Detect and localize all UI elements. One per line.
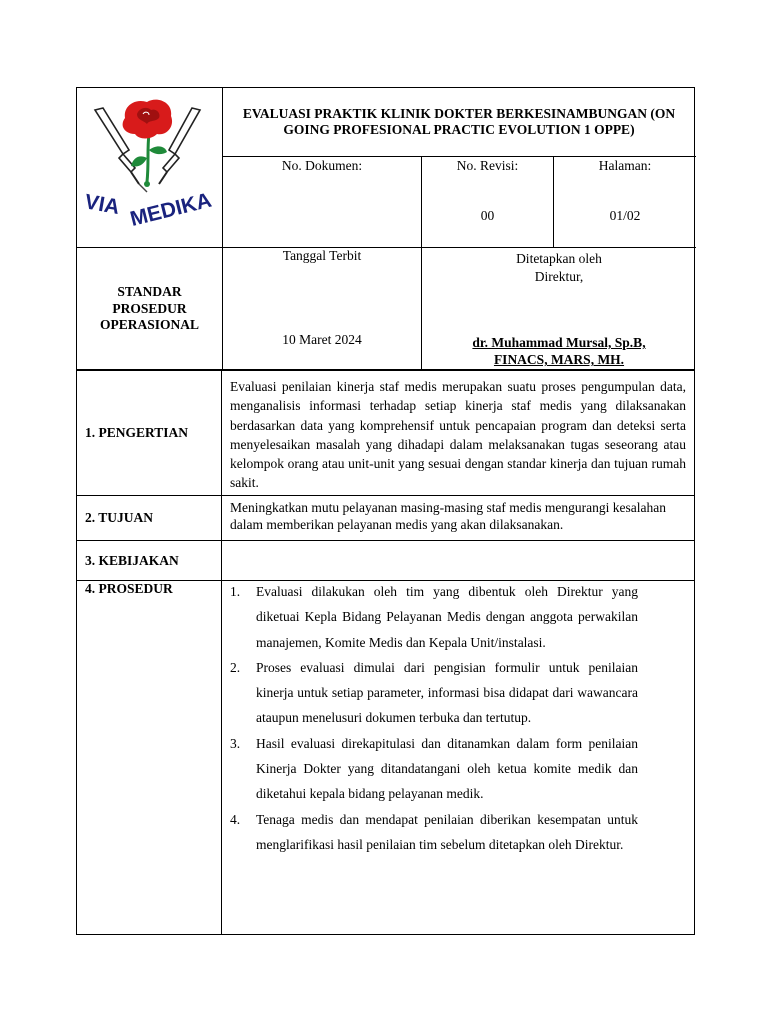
pengertian-label: 1. PENGERTIAN bbox=[77, 371, 222, 495]
prosedur-item-number: 3. bbox=[230, 735, 241, 751]
section-prosedur bbox=[76, 581, 695, 935]
halaman-value: 01/02 bbox=[609, 208, 641, 223]
signatory-line-2: FINACS, MARS, MH. bbox=[493, 352, 625, 367]
tanggal-terbit-value: 10 Maret 2024 bbox=[282, 332, 362, 347]
pengertian-text: Evaluasi penilaian kinerja staf medis merupakan suatu proses pengumpulan data, menganalisis informasi terhadap setiap kinerja staf medis yang dilaksanakan berdasarkan data yang komprehensif untuk pencapaian program dan deteksi serta menyelesaikan masalah yang dihadapi dalam melaksanakan tugas seseorang atau kelompok orang atau unit-unit yang sesuai dengan standar kinerja dan tujuan rumah sakit. bbox=[230, 379, 686, 491]
document-header bbox=[76, 87, 695, 370]
prosedur-item-number: 4. bbox=[230, 811, 241, 827]
sop-label: STANDAR PROSEDUR OPERASIONAL bbox=[99, 284, 199, 332]
halaman-label: Halaman: bbox=[598, 158, 652, 173]
svg-text:MEDIKA: MEDIKA bbox=[127, 188, 214, 232]
tujuan-text: Meningkatkan mutu pelayanan masing-masing staf medis mengurangi kesalahan dalam memberikan pelayanan medis yang akan dilaksanakan. bbox=[230, 500, 667, 532]
section-kebijakan bbox=[76, 541, 695, 581]
tujuan-label: 2. TUJUAN bbox=[77, 496, 222, 540]
section-tujuan bbox=[76, 496, 695, 541]
prosedur-item-text: Evaluasi dilakukan oleh tim yang dibentuk oleh Direktur yang diketuai Kepla Bidang Pelayanan Medis dengan anggota perwakilan manajemen, Komite Medis dan Kepala Unit/instalasi. bbox=[256, 584, 638, 650]
prosedur-content bbox=[222, 581, 694, 934]
prosedur-item-text: Tenaga medis dan mendapat penilaian diberikan kesempatan untuk menglarifikasi hasil penilaian tim sebelum ditetapkan oleh Direktur. bbox=[256, 811, 638, 852]
direktur-label: Direktur, bbox=[534, 269, 584, 284]
no-dokumen-label: No. Dokumen: bbox=[281, 158, 363, 173]
ditetapkan-label: Ditetapkan oleh bbox=[516, 251, 602, 266]
kebijakan-label: 3. KEBIJAKAN bbox=[77, 541, 222, 580]
section-pengertian bbox=[76, 370, 695, 496]
no-revisi-value: 00 bbox=[480, 208, 495, 223]
prosedur-item bbox=[230, 655, 638, 731]
prosedur-item bbox=[230, 807, 638, 858]
hospital-logo bbox=[77, 88, 222, 247]
prosedur-list bbox=[230, 579, 686, 857]
prosedur-item-number: 2. bbox=[230, 659, 241, 675]
rose-logo-icon bbox=[77, 88, 222, 247]
prosedur-label: 4. PROSEDUR bbox=[77, 581, 222, 934]
prosedur-item-text: Hasil evaluasi direkapitulasi dan ditanamkan dalam form penilaian Kinerja Dokter yang ditandatangani oleh ketua komite medik dan diketahui kepala bidang pelayanan medik. bbox=[256, 735, 638, 802]
prosedur-item bbox=[230, 579, 638, 655]
no-revisi-label: No. Revisi: bbox=[456, 158, 519, 173]
prosedur-item-text: Proses evaluasi dimulai dari pengisian formulir untuk penilaian kinerja untuk setiap parameter, informasi bisa didapat dari wawancara ataupun menelusuri dokumen terbuka dan tertutup. bbox=[256, 659, 638, 726]
signatory-line-1: dr. Muhammad Mursal, Sp.B, bbox=[472, 335, 646, 350]
svg-text:VIA: VIA bbox=[82, 190, 122, 220]
kebijakan-text bbox=[222, 541, 694, 580]
prosedur-item bbox=[230, 731, 638, 807]
prosedur-item-number: 1. bbox=[230, 584, 241, 599]
signatory-name bbox=[422, 334, 696, 368]
tanggal-terbit-label: Tanggal Terbit bbox=[282, 248, 362, 263]
document-title: EVALUASI PRAKTIK KLINIK DOKTER BERKESINAMBUNGAN (ON GOING PROFESIONAL PRACTIC EVOLUTION 1 OPPE) bbox=[242, 106, 676, 137]
